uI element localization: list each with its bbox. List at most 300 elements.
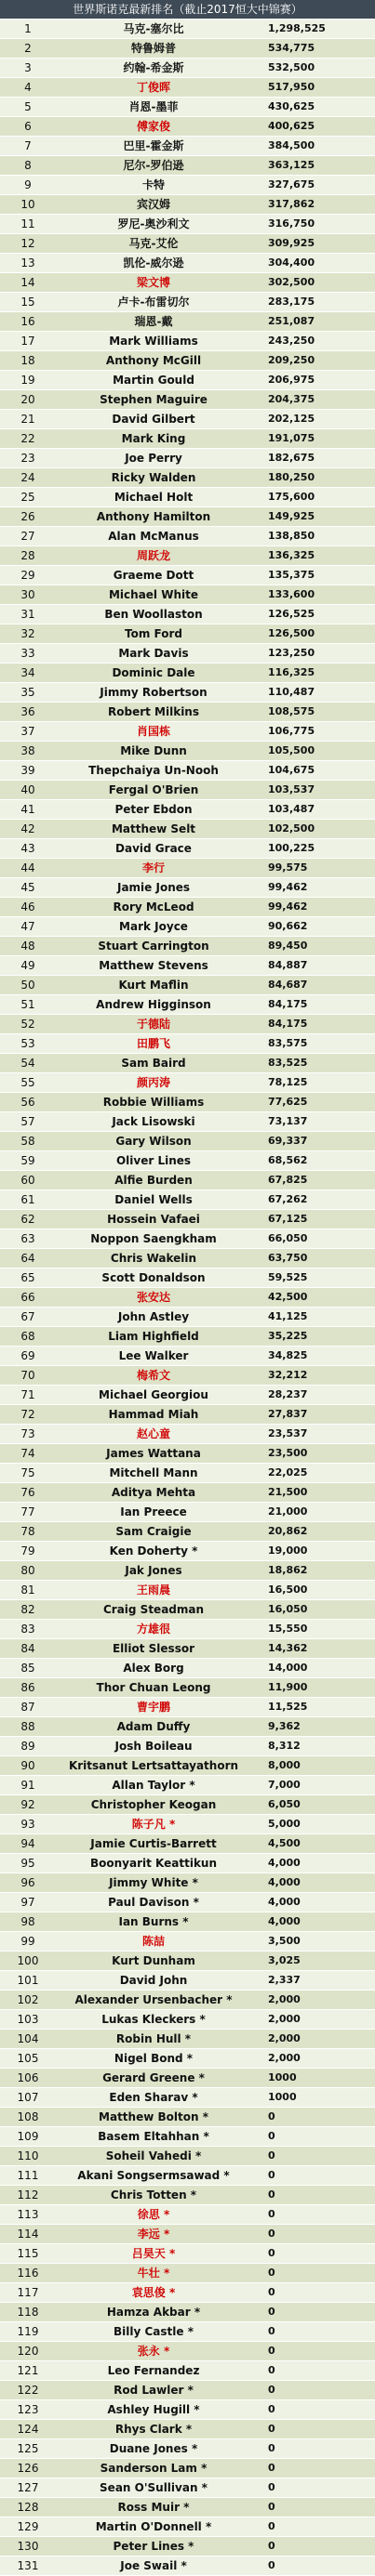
player-name-cell: Lukas Kleckers * — [56, 2010, 251, 2030]
table-row — [0, 1366, 375, 1386]
rank-cell: 28 — [0, 546, 56, 566]
earnings-cell: 104,675 — [251, 761, 375, 781]
table-row — [0, 1268, 375, 1288]
rank-cell: 117 — [0, 2283, 56, 2303]
rank-cell: 17 — [0, 332, 56, 351]
player-name-cell: 田鹏飞 — [56, 1034, 251, 1054]
table-row — [0, 703, 375, 722]
player-name-cell: 张安达 — [56, 1288, 251, 1308]
player-name-cell: Jimmy Robertson — [56, 683, 251, 703]
player-name-cell: 袁思俊 * — [56, 2283, 251, 2303]
rank-cell: 31 — [0, 605, 56, 624]
earnings-cell: 135,375 — [251, 566, 375, 585]
player-name-cell: 瑞恩-戴 — [56, 312, 251, 332]
table-row — [0, 781, 375, 800]
player-name-cell: Anthony Hamilton — [56, 507, 251, 527]
table-row — [0, 2264, 375, 2283]
earnings-cell: 4,000 — [251, 1912, 375, 1932]
rank-cell: 69 — [0, 1347, 56, 1366]
table-row — [0, 917, 375, 937]
rank-cell: 114 — [0, 2225, 56, 2244]
rank-cell: 89 — [0, 1737, 56, 1756]
rank-cell: 91 — [0, 1776, 56, 1795]
table-row — [0, 2088, 375, 2108]
earnings-cell: 67,125 — [251, 1210, 375, 1229]
rank-cell: 51 — [0, 995, 56, 1015]
earnings-cell: 83,575 — [251, 1034, 375, 1054]
table-row — [0, 859, 375, 878]
rank-cell: 19 — [0, 371, 56, 390]
player-name-cell: Stuart Carrington — [56, 937, 251, 956]
player-name-cell: Kurt Dunham — [56, 1952, 251, 1971]
player-name-cell: 马克-塞尔比 — [56, 20, 251, 39]
player-name-cell: Lee Walker — [56, 1347, 251, 1366]
earnings-cell: 316,750 — [251, 215, 375, 234]
rank-cell: 14 — [0, 273, 56, 293]
earnings-cell: 28,237 — [251, 1386, 375, 1405]
table-row — [0, 2517, 375, 2537]
rank-cell: 8 — [0, 156, 56, 176]
player-name-cell: 李行 — [56, 859, 251, 878]
rank-cell: 66 — [0, 1288, 56, 1308]
player-name-cell: Sam Baird — [56, 1054, 251, 1073]
table-row — [0, 839, 375, 859]
player-name-cell: 梁文博 — [56, 273, 251, 293]
rank-cell: 83 — [0, 1620, 56, 1639]
rank-cell: 21 — [0, 410, 56, 429]
earnings-cell: 99,575 — [251, 859, 375, 878]
player-name-cell: 尼尔-罗伯逊 — [56, 156, 251, 176]
player-name-cell: Alex Borg — [56, 1659, 251, 1678]
table-row — [0, 1249, 375, 1268]
player-name-cell: Mark King — [56, 429, 251, 449]
player-name-cell: Kritsanut Lertsattayathorn — [56, 1756, 251, 1776]
earnings-cell: 63,750 — [251, 1249, 375, 1268]
player-name-cell: Joe Swail * — [56, 2556, 251, 2576]
player-name-cell: 王雨晨 — [56, 1581, 251, 1600]
rank-cell: 63 — [0, 1229, 56, 1249]
rank-cell: 64 — [0, 1249, 56, 1268]
earnings-cell: 136,325 — [251, 546, 375, 566]
table-row — [0, 1834, 375, 1854]
earnings-cell: 84,887 — [251, 956, 375, 976]
player-name-cell: 李远 * — [56, 2225, 251, 2244]
table-row — [0, 1795, 375, 1815]
player-name-cell: Ashley Hugill * — [56, 2400, 251, 2420]
rank-cell: 25 — [0, 488, 56, 507]
table-row — [0, 2439, 375, 2459]
player-name-cell: Akani Songsermsawad * — [56, 2166, 251, 2186]
player-name-cell: 张永 * — [56, 2342, 251, 2361]
rank-cell: 131 — [0, 2556, 56, 2576]
player-name-cell: 凯伦-威尔逊 — [56, 254, 251, 273]
table-row — [0, 2186, 375, 2205]
rank-cell: 92 — [0, 1795, 56, 1815]
table-row — [0, 2537, 375, 2556]
table-row — [0, 1229, 375, 1249]
player-name-cell: 梅希文 — [56, 1366, 251, 1386]
earnings-cell: 67,262 — [251, 1190, 375, 1210]
rank-cell: 50 — [0, 976, 56, 995]
earnings-cell: 116,325 — [251, 664, 375, 683]
earnings-cell: 123,250 — [251, 644, 375, 664]
earnings-cell: 19,000 — [251, 1542, 375, 1561]
player-name-cell: Andrew Higginson — [56, 995, 251, 1015]
table-row — [0, 2010, 375, 2030]
table-row — [0, 2049, 375, 2069]
player-name-cell: Hamza Akbar * — [56, 2303, 251, 2322]
earnings-cell: 149,925 — [251, 507, 375, 527]
earnings-cell: 34,825 — [251, 1347, 375, 1366]
earnings-cell: 106,775 — [251, 722, 375, 742]
rank-cell: 80 — [0, 1561, 56, 1581]
rank-cell: 32 — [0, 624, 56, 644]
earnings-cell: 0 — [251, 2361, 375, 2381]
table-row — [0, 2478, 375, 2498]
player-name-cell: Leo Fernandez — [56, 2361, 251, 2381]
earnings-cell: 2,337 — [251, 1971, 375, 1991]
earnings-cell: 84,175 — [251, 1015, 375, 1034]
rank-cell: 115 — [0, 2244, 56, 2264]
earnings-cell: 206,975 — [251, 371, 375, 390]
table-row — [0, 566, 375, 585]
player-name-cell: 牛壮 * — [56, 2264, 251, 2283]
earnings-cell: 0 — [251, 2205, 375, 2225]
rank-cell: 104 — [0, 2030, 56, 2049]
table-row — [0, 1503, 375, 1522]
rank-cell: 38 — [0, 742, 56, 761]
rank-cell: 47 — [0, 917, 56, 937]
rank-cell: 2 — [0, 39, 56, 59]
rank-cell: 74 — [0, 1444, 56, 1464]
earnings-cell: 108,575 — [251, 703, 375, 722]
rank-cell: 22 — [0, 429, 56, 449]
player-name-cell: Basem Eltahhan * — [56, 2127, 251, 2147]
table-row — [0, 2381, 375, 2400]
rank-cell: 18 — [0, 351, 56, 371]
player-name-cell: 吕昊天 * — [56, 2244, 251, 2264]
table-row — [0, 2459, 375, 2478]
rank-cell: 5 — [0, 98, 56, 117]
table-row — [0, 2030, 375, 2049]
table-row — [0, 1542, 375, 1561]
earnings-cell: 180,250 — [251, 468, 375, 488]
table-row — [0, 1288, 375, 1308]
earnings-cell: 2,000 — [251, 2010, 375, 2030]
rank-cell: 73 — [0, 1425, 56, 1444]
table-row — [0, 742, 375, 761]
earnings-cell: 1,298,525 — [251, 20, 375, 39]
earnings-cell: 68,562 — [251, 1151, 375, 1171]
rank-cell: 23 — [0, 449, 56, 468]
earnings-cell: 126,525 — [251, 605, 375, 624]
earnings-cell: 430,625 — [251, 98, 375, 117]
table-row — [0, 1327, 375, 1347]
player-name-cell: David John — [56, 1971, 251, 1991]
earnings-cell: 1000 — [251, 2088, 375, 2108]
earnings-cell: 532,500 — [251, 59, 375, 78]
earnings-cell: 0 — [251, 2439, 375, 2459]
table-row — [0, 1659, 375, 1678]
player-name-cell: Ian Burns * — [56, 1912, 251, 1932]
table-row — [0, 1386, 375, 1405]
table-row — [0, 488, 375, 507]
rank-cell: 40 — [0, 781, 56, 800]
rank-cell: 39 — [0, 761, 56, 781]
rank-cell: 20 — [0, 390, 56, 410]
rank-cell: 6 — [0, 117, 56, 137]
rank-cell: 120 — [0, 2342, 56, 2361]
player-name-cell: Rory McLeod — [56, 898, 251, 917]
rank-cell: 86 — [0, 1678, 56, 1698]
rank-cell: 1 — [0, 20, 56, 39]
rank-cell: 30 — [0, 585, 56, 605]
rank-cell: 35 — [0, 683, 56, 703]
rank-cell: 67 — [0, 1308, 56, 1327]
rank-cell: 10 — [0, 195, 56, 215]
table-row — [0, 390, 375, 410]
earnings-cell: 0 — [251, 2517, 375, 2537]
earnings-cell: 0 — [251, 2127, 375, 2147]
player-name-cell: Oliver Lines — [56, 1151, 251, 1171]
table-row — [0, 410, 375, 429]
table-row — [0, 507, 375, 527]
earnings-cell: 0 — [251, 2400, 375, 2420]
table-title: 世界斯诺克最新排名（截止2017恒大中锦赛） — [0, 0, 375, 20]
earnings-cell: 21,000 — [251, 1503, 375, 1522]
rank-cell: 127 — [0, 2478, 56, 2498]
rank-cell: 87 — [0, 1698, 56, 1717]
table-row — [0, 1210, 375, 1229]
table-row — [0, 937, 375, 956]
earnings-cell: 384,500 — [251, 137, 375, 156]
earnings-cell: 27,837 — [251, 1405, 375, 1425]
table-row — [0, 1425, 375, 1444]
rank-cell: 110 — [0, 2147, 56, 2166]
player-name-cell: 约翰-希金斯 — [56, 59, 251, 78]
rank-cell: 37 — [0, 722, 56, 742]
player-name-cell: 卢卡-布雷切尔 — [56, 293, 251, 312]
player-name-cell: Robbie Williams — [56, 1093, 251, 1112]
player-name-cell: Peter Ebdon — [56, 800, 251, 820]
player-name-cell: Thepchaiya Un-Nooh — [56, 761, 251, 781]
earnings-cell: 327,675 — [251, 176, 375, 195]
rank-cell: 111 — [0, 2166, 56, 2186]
player-name-cell: Alexander Ursenbacher * — [56, 1991, 251, 2010]
player-name-cell: Robert Milkins — [56, 703, 251, 722]
table-row — [0, 215, 375, 234]
rank-cell: 82 — [0, 1600, 56, 1620]
rank-cell: 106 — [0, 2069, 56, 2088]
player-name-cell: Anthony McGill — [56, 351, 251, 371]
rank-cell: 109 — [0, 2127, 56, 2147]
table-row — [0, 1717, 375, 1737]
earnings-cell: 67,825 — [251, 1171, 375, 1190]
earnings-cell: 317,862 — [251, 195, 375, 215]
player-name-cell: Billy Castle * — [56, 2322, 251, 2342]
table-row — [0, 1873, 375, 1893]
rank-cell: 96 — [0, 1873, 56, 1893]
player-name-cell: Allan Taylor * — [56, 1776, 251, 1795]
table-row — [0, 1015, 375, 1034]
player-name-cell: Martin O'Donnell * — [56, 2517, 251, 2537]
table-row — [0, 2498, 375, 2517]
table-row — [0, 878, 375, 898]
rank-cell: 29 — [0, 566, 56, 585]
earnings-cell: 175,600 — [251, 488, 375, 507]
rank-cell: 100 — [0, 1952, 56, 1971]
earnings-cell: 209,250 — [251, 351, 375, 371]
player-name-cell: 曹宇鹏 — [56, 1698, 251, 1717]
table-row — [0, 1600, 375, 1620]
rank-cell: 116 — [0, 2264, 56, 2283]
earnings-cell: 283,175 — [251, 293, 375, 312]
table-row — [0, 293, 375, 312]
rank-cell: 126 — [0, 2459, 56, 2478]
rank-cell: 108 — [0, 2108, 56, 2127]
earnings-cell: 7,000 — [251, 1776, 375, 1795]
rank-cell: 33 — [0, 644, 56, 664]
player-name-cell: Liam Highfield — [56, 1327, 251, 1347]
earnings-cell: 243,250 — [251, 332, 375, 351]
table-row — [0, 1054, 375, 1073]
rank-cell: 124 — [0, 2420, 56, 2439]
table-row — [0, 254, 375, 273]
player-name-cell: 宾汉姆 — [56, 195, 251, 215]
earnings-cell: 99,462 — [251, 878, 375, 898]
earnings-cell: 69,337 — [251, 1132, 375, 1151]
table-row — [0, 898, 375, 917]
earnings-cell: 517,950 — [251, 78, 375, 98]
player-name-cell: James Wattana — [56, 1444, 251, 1464]
earnings-cell: 0 — [251, 2322, 375, 2342]
rank-cell: 62 — [0, 1210, 56, 1229]
rank-cell: 76 — [0, 1483, 56, 1503]
player-name-cell: Hammad Miah — [56, 1405, 251, 1425]
player-name-cell: Christopher Keogan — [56, 1795, 251, 1815]
earnings-cell: 3,025 — [251, 1952, 375, 1971]
player-name-cell: 周跃龙 — [56, 546, 251, 566]
table-row — [0, 1756, 375, 1776]
player-name-cell: 马克-艾伦 — [56, 234, 251, 254]
earnings-cell: 0 — [251, 2420, 375, 2439]
earnings-cell: 126,500 — [251, 624, 375, 644]
player-name-cell: Alfie Burden — [56, 1171, 251, 1190]
rank-cell: 98 — [0, 1912, 56, 1932]
player-name-cell: Duane Jones * — [56, 2439, 251, 2459]
earnings-cell: 21,500 — [251, 1483, 375, 1503]
table-row — [0, 1776, 375, 1795]
player-name-cell: Gerard Greene * — [56, 2069, 251, 2088]
rank-cell: 130 — [0, 2537, 56, 2556]
player-name-cell: Noppon Saengkham — [56, 1229, 251, 1249]
player-name-cell: 陈子凡 * — [56, 1815, 251, 1834]
table-row — [0, 312, 375, 332]
table-row — [0, 1991, 375, 2010]
earnings-cell: 90,662 — [251, 917, 375, 937]
player-name-cell: Jamie Curtis-Barrett — [56, 1834, 251, 1854]
player-name-cell: Mark Joyce — [56, 917, 251, 937]
table-row — [0, 1112, 375, 1132]
earnings-cell: 83,525 — [251, 1054, 375, 1073]
rank-cell: 55 — [0, 1073, 56, 1093]
rank-cell: 36 — [0, 703, 56, 722]
player-name-cell: Adam Duffy — [56, 1717, 251, 1737]
earnings-cell: 304,400 — [251, 254, 375, 273]
player-name-cell: Ben Woollaston — [56, 605, 251, 624]
earnings-cell: 191,075 — [251, 429, 375, 449]
earnings-cell: 16,500 — [251, 1581, 375, 1600]
player-name-cell: Thor Chuan Leong — [56, 1678, 251, 1698]
rank-cell: 41 — [0, 800, 56, 820]
earnings-cell: 15,550 — [251, 1620, 375, 1639]
table-row — [0, 1952, 375, 1971]
player-name-cell: Soheil Vahedi * — [56, 2147, 251, 2166]
earnings-cell: 0 — [251, 2381, 375, 2400]
table-row — [0, 1073, 375, 1093]
table-row — [0, 468, 375, 488]
earnings-cell: 16,050 — [251, 1600, 375, 1620]
table-row — [0, 98, 375, 117]
rank-cell: 122 — [0, 2381, 56, 2400]
rank-cell: 49 — [0, 956, 56, 976]
earnings-cell: 251,087 — [251, 312, 375, 332]
earnings-cell: 4,500 — [251, 1834, 375, 1854]
earnings-cell: 0 — [251, 2166, 375, 2186]
earnings-cell: 0 — [251, 2556, 375, 2576]
player-name-cell: Dominic Dale — [56, 664, 251, 683]
table-row — [0, 20, 375, 39]
player-name-cell: Tom Ford — [56, 624, 251, 644]
earnings-cell: 2,000 — [251, 1991, 375, 2010]
earnings-cell: 4,000 — [251, 1893, 375, 1912]
player-name-cell: Chris Wakelin — [56, 1249, 251, 1268]
earnings-cell: 99,462 — [251, 898, 375, 917]
player-name-cell: Jack Lisowski — [56, 1112, 251, 1132]
rank-cell: 34 — [0, 664, 56, 683]
earnings-cell: 8,000 — [251, 1756, 375, 1776]
rank-cell: 44 — [0, 859, 56, 878]
player-name-cell: Paul Davison * — [56, 1893, 251, 1912]
rank-cell: 88 — [0, 1717, 56, 1737]
player-name-cell: Ken Doherty * — [56, 1542, 251, 1561]
player-name-cell: Matthew Bolton * — [56, 2108, 251, 2127]
table-row — [0, 2205, 375, 2225]
table-row — [0, 332, 375, 351]
earnings-cell: 9,362 — [251, 1717, 375, 1737]
player-name-cell: Boonyarit Keattikun — [56, 1854, 251, 1873]
player-name-cell: Sam Craigie — [56, 1522, 251, 1542]
player-name-cell: Elliot Slessor — [56, 1639, 251, 1659]
player-name-cell: Mark Williams — [56, 332, 251, 351]
table-row — [0, 1093, 375, 1112]
table-row — [0, 546, 375, 566]
earnings-cell: 5,000 — [251, 1815, 375, 1834]
rank-cell: 107 — [0, 2088, 56, 2108]
player-name-cell: Daniel Wells — [56, 1190, 251, 1210]
earnings-cell: 11,900 — [251, 1678, 375, 1698]
table-row — [0, 683, 375, 703]
table-row — [0, 1308, 375, 1327]
player-name-cell: Stephen Maguire — [56, 390, 251, 410]
table-row — [0, 351, 375, 371]
table-row — [0, 371, 375, 390]
rank-cell: 42 — [0, 820, 56, 839]
table-row — [0, 2322, 375, 2342]
earnings-cell: 204,375 — [251, 390, 375, 410]
table-row — [0, 527, 375, 546]
title-row — [0, 0, 375, 20]
